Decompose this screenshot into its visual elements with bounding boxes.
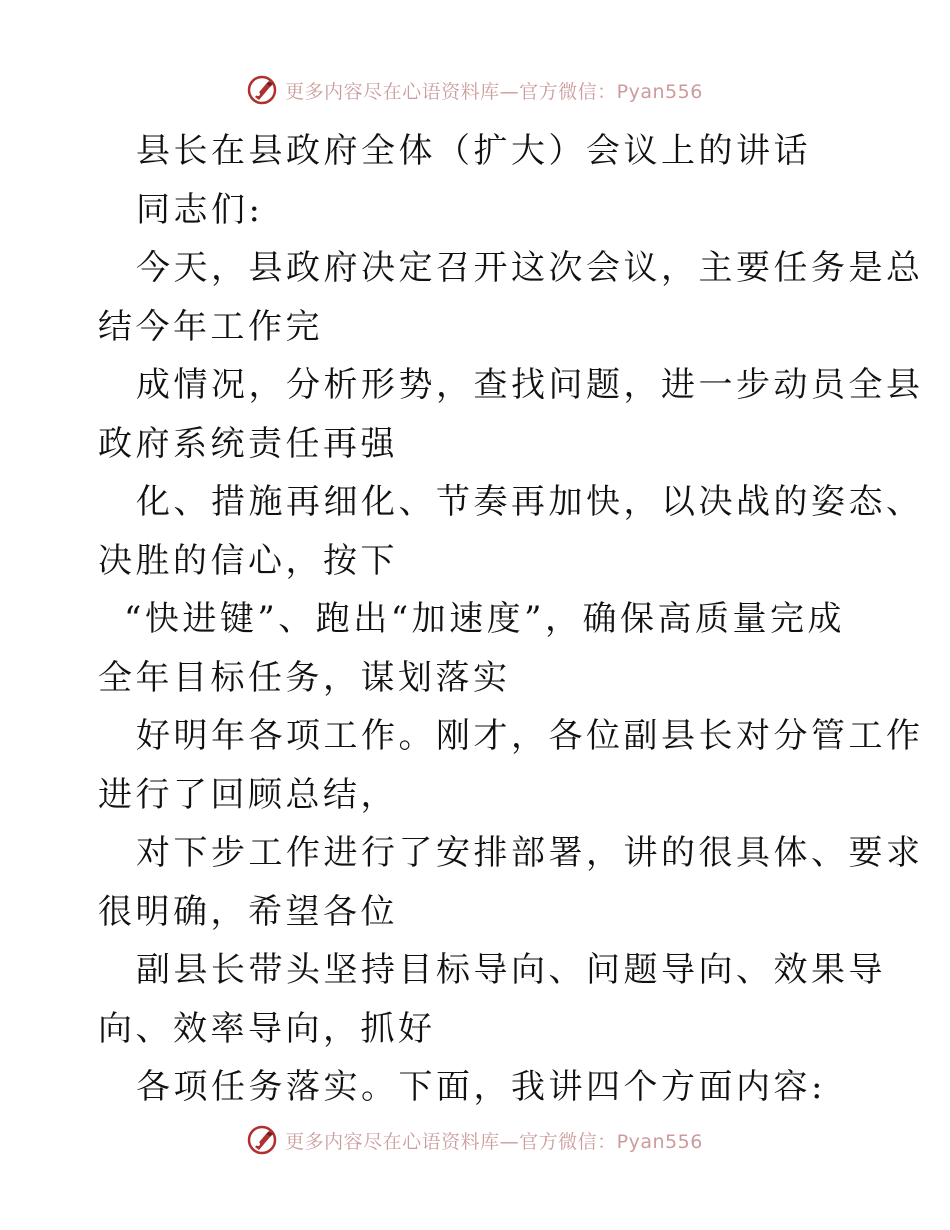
- header-banner: [0, 70, 950, 110]
- paragraph-line: 今天，县政府决定召开这次会议，主要任务是总: [136, 248, 924, 288]
- document-title: 县长在县政府全体（扩大）会议上的讲话: [136, 131, 811, 171]
- paragraph-line: 好明年各项工作。刚才，各位副县长对分管工作: [136, 716, 924, 756]
- paragraph-line: 结今年工作完: [98, 306, 323, 347]
- paragraph-line: 政府系统责任再强: [98, 423, 398, 464]
- paragraph-line: 很明确，希望各位: [98, 891, 398, 932]
- paragraph-line: “快进键”、跑出“加速度”，确保高质量完成: [124, 599, 846, 639]
- pen-logo-icon: [247, 1125, 277, 1155]
- paragraph-line: 向、效率导向，抓好: [98, 1008, 436, 1049]
- footer-banner: [0, 1120, 950, 1160]
- greeting: 同志们:: [136, 189, 264, 230]
- paragraph-line: 成情况，分析形势，查找问题，进一步动员全县: [136, 365, 924, 405]
- document-body: [98, 122, 924, 1117]
- paragraph-line: 全年目标任务，谋划落实: [98, 657, 511, 698]
- paragraph-line: 决胜的信心，按下: [98, 540, 398, 581]
- paragraph-line: 进行了回顾总结，: [98, 774, 398, 815]
- banner-text: 更多内容尽在心语资料库—官方微信：Pyan556: [285, 1130, 703, 1153]
- pen-logo-icon: [247, 75, 277, 105]
- paragraph-line: 副县长带头坚持目标导向、问题导向、效果导: [136, 950, 886, 990]
- banner-text: 更多内容尽在心语资料库—官方微信：Pyan556: [285, 80, 703, 103]
- paragraph-line: 各项任务落实。下面，我讲四个方面内容:: [136, 1067, 826, 1107]
- paragraph-line: 对下步工作进行了安排部署，讲的很具体、要求: [136, 833, 924, 873]
- paragraph-line: 化、措施再细化、节奏再加快，以决战的姿态、: [136, 482, 924, 522]
